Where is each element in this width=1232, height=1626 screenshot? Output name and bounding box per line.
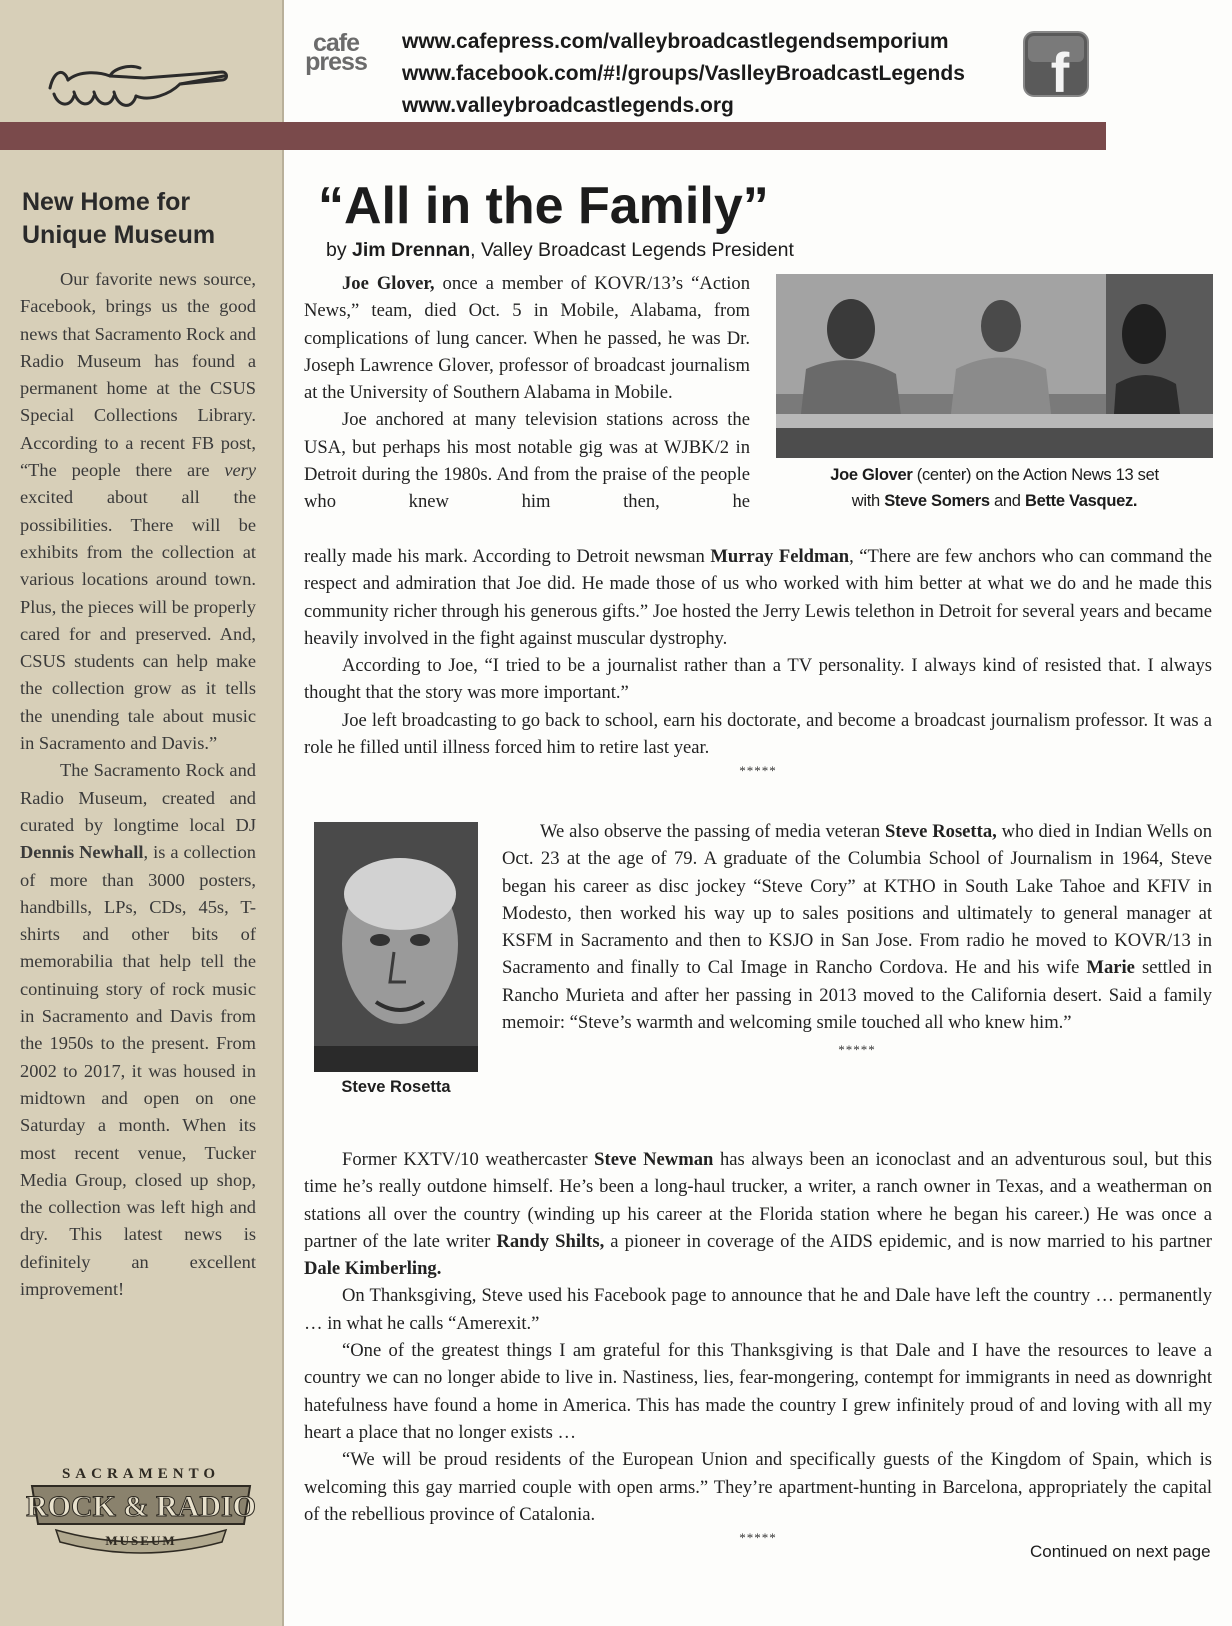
caption-text-2: with	[851, 492, 885, 510]
article-paragraph-9: “We will be proud residents of the European Union and specifically guests of the Kingdom of Spain, which is welcoming this gay married couple with open arms.” They’re apartment-hunting in Barcelona, appropriately the capital of the rebellious province of Catalonia.	[304, 1449, 1212, 1525]
museum-logo-main-text: ROCK & RADIO	[26, 1490, 256, 1523]
p5-name: Steve Rosetta,	[885, 821, 997, 842]
cafepress-link[interactable]: www.cafepress.com/valleybroadcastlegendsemporium	[402, 30, 949, 53]
p5-text-b: who died in Indian Wells on Oct. 23 at the age of 79. A graduate of the Columbia School of Journalism in 1964, Steve began his career as disc jockey “Steve Cory” at KTHO in South Lake Tahoe and KFIV in Modesto, then worked his way up to sales positions and ultimately to general manager at KSFM in Sacramento and then to KSJO in San Jose. From radio he moved to KOVR/13 in Sacramento and finally to Cal Image in Rancho Cordova. He and his wife	[502, 821, 1213, 979]
article-column-top	[304, 270, 750, 516]
article-paragraph-3: According to Joe, “I tried to be a journalist rather than a TV personality. I always kind of resisted that. I always thought that the story was more important.”	[304, 655, 1212, 704]
photo1-caption	[776, 462, 1213, 514]
separator-3: *****	[739, 1530, 777, 1546]
article-paragraph-5	[502, 818, 1212, 1036]
byline-suffix: , Valley Broadcast Legends President	[470, 239, 794, 261]
sidebar-p1-end: excited about all the possibilities. There will be exhibits from the collection at various locations around town. Plus, the pieces will be properly cared for and preserved. And, CSUS students can help make the collection grow as it tells the unending tale about music in Sacramento and Davis.”	[20, 487, 256, 754]
header-links	[402, 26, 965, 122]
article-paragraph-1	[304, 270, 750, 406]
article-paragraph-8: “One of the greatest things I am grateful for this Thanksgiving is that Dale and I have the resources to leave a country we can no longer abide to live in. Nastiness, lies, fear-mongering, contempt for immigrants in need as downright hatefulness have found a home in America. This has made the country I grew infinitely proud of and loving with all my heart a place that no longer exists …	[304, 1340, 1212, 1443]
p6-text-b: has always been an iconoclast and an adventurous soul, but this time he’s really outdone himself. He’s been a long-haul trucker, a writer, a ranch owner in Texas, and a weatherman on stations all over the country (winding up his career at the Florida station where he began his career.) He was once a partner of the late writer	[304, 1149, 1213, 1252]
caption-name-joe-glover: Joe Glover	[830, 466, 913, 484]
facebook-logo-icon[interactable]	[1022, 30, 1090, 98]
p1-text: once a member of KOVR/13’s “Action News,” team, died Oct. 5 in Mobile, Alabama, from complications of lung cancer. When he passed, he was Dr. Joseph Lawrence Glover, professor of broadcast journalism at the University of Southern Alabama in Mobile.	[304, 273, 751, 404]
separator-1: *****	[739, 763, 777, 779]
separator-2: *****	[838, 1042, 876, 1058]
photo1-caption-line1	[776, 462, 1213, 488]
sidebar-p1-emphasis: very	[224, 460, 256, 481]
article-paragraph-6	[304, 1146, 1212, 1282]
caption-text-1: (center) on the Action News 13 set	[912, 466, 1159, 484]
p6-name-randy-shilts: Randy Shilts,	[496, 1230, 605, 1252]
p5-text-a: We also observe the passing of media veteran	[540, 821, 886, 842]
caption-name-steve-somers: Steve Somers	[884, 492, 990, 510]
steve-rosetta-photo	[314, 822, 478, 1072]
sidebar-paragraph-2	[20, 757, 256, 1303]
p2-cont-name: Murray Feldman	[710, 546, 850, 567]
joe-glover-news-set-photo	[776, 274, 1213, 458]
sidebar	[0, 0, 284, 1626]
article-byline	[326, 236, 794, 264]
article-column-full	[304, 543, 1212, 781]
rock-radio-museum-logo	[26, 1458, 256, 1556]
cafepress-logo	[304, 29, 368, 76]
caption-name-bette-vasquez: Bette Vasquez.	[1024, 492, 1138, 510]
sidebar-p2-text-b: , is a collection of more than 3000 posters, handbills, LPs, CDs, 45s, T-shirts and other bits of memorabilia that help tell the continuing story of rock music in Sacramento and Davis from the 1950s to the present. From 2002 to 2017, it was housed in midtown and open on one Saturday a month. When its most recent venue, Tucker Media Group, closed up shop, the collection was left high and dry. This latest news is definitely an excellent improvement!	[20, 842, 256, 1299]
p6-name: Steve Newman	[594, 1149, 714, 1170]
p6-text-a: Former KXTV/10 weathercaster	[342, 1149, 595, 1170]
sidebar-paragraph-1	[20, 266, 256, 757]
sidebar-body	[20, 266, 256, 1303]
article-paragraph-4: Joe left broadcasting to go back to school, earn his doctorate, and become a broadcast journalism professor. It was a role he filled until illness forced him to retire last year.	[304, 709, 1212, 759]
pointing-hand-icon	[40, 50, 230, 120]
photo2-caption: Steve Rosetta	[341, 1078, 451, 1096]
continued-note: Continued on next page	[1030, 1542, 1211, 1561]
museum-logo-bottom-text: MUSEUM	[105, 1533, 177, 1548]
sidebar-p1-text: Our favorite news source, Facebook, brings us the good news that Sacramento Rock and Radio Museum has found a permanent home at the CSUS Special Collections Library. According to a recent FB post, “The people there are	[20, 269, 256, 481]
byline-author: Jim Drennan	[352, 239, 471, 261]
facebook-logo-text: f	[1050, 41, 1070, 98]
photo1-caption-line2	[776, 488, 1213, 514]
p1-name: Joe Glover,	[342, 273, 435, 294]
museum-logo-top-text: SACRAMENTO	[61, 1466, 221, 1482]
p2-cont-text-a: really made his mark. According to Detroit newsman	[304, 546, 711, 567]
header-rule	[0, 122, 1106, 150]
article-title: “All in the Family”	[318, 177, 769, 235]
p5-text-c: settled in Rancho Murieta and after her passing in 2013 moved to the California desert. Said a family memoir: “Steve’s warmth and welcoming smile touched all who knew him.”	[502, 957, 1213, 1034]
p6-text-c: a pioneer in coverage of the AIDS epidemic, and is now married to his partner	[604, 1230, 1212, 1252]
cafepress-logo-text: cafe press	[305, 29, 367, 76]
article-paragraph-7: On Thanksgiving, Steve used his Facebook page to announce that he and Dale have left the country … permanently … in what he calls “Amerexit.”	[304, 1285, 1212, 1334]
sidebar-p2-text-a: The Sacramento Rock and Radio Museum, created and curated by longtime local DJ	[20, 760, 256, 835]
article-paragraph-2: Joe anchored at many television stations across the USA, but perhaps his most notable gig was at WJBK/2 in Detroit during the 1980s. And from the praise of the people who knew him then, he	[304, 409, 750, 513]
caption-text-3: and	[989, 492, 1025, 510]
sidebar-p2-name: Dennis Newhall	[20, 842, 144, 863]
p6-name-dale-kimberling: Dale Kimberling.	[304, 1258, 442, 1280]
website-link[interactable]: www.valleybroadcastlegends.org	[402, 94, 734, 117]
article-paragraph-2-cont	[304, 543, 1212, 652]
article-column-rosetta	[502, 818, 1212, 1060]
p5-name-marie: Marie	[1086, 957, 1135, 979]
facebook-link[interactable]: www.facebook.com/#!/groups/VaslleyBroadcastLegends	[402, 62, 965, 85]
sidebar-heading: New Home for Unique Museum	[22, 188, 216, 249]
p2-cont-text-b: , “There are few anchors who can command the respect and admiration that Joe did. He made those of us who worked with him better at what we do and he made this community richer through his generous gifts.” Joe hosted the Jerry Lewis telethon in Detroit for several years and became heavily involved in the fight against muscular dystrophy.	[304, 546, 1212, 649]
byline-prefix: by	[326, 239, 353, 261]
article-column-bottom	[304, 1146, 1212, 1548]
